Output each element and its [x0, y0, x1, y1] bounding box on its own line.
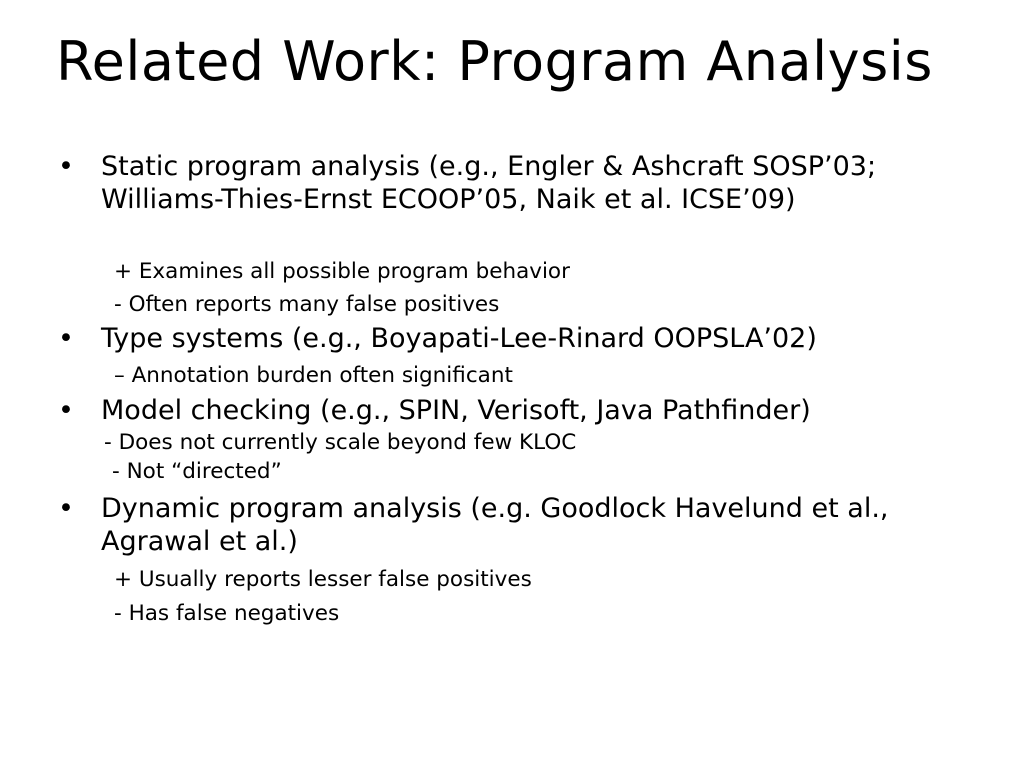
sub-item: + Usually reports lesser false positives — [114, 567, 532, 592]
bullet-text: Type systems (e.g., Boyapati-Lee-Rinard OOPSLA’02) — [101, 323, 817, 354]
bullet-text: Dynamic program analysis (e.g. Goodlock Havelund et al., Agrawal et al.) — [101, 493, 889, 557]
sub-item: + Examines all possible program behavior — [114, 259, 570, 284]
sub-item: - Not “directed” — [112, 459, 282, 484]
sub-item: - Does not currently scale beyond few KLOC — [104, 430, 577, 455]
bullet-text: Model checking (e.g., SPIN, Verisoft, Java Pathfinder) — [101, 395, 811, 426]
bullet-text: Static program analysis (e.g., Engler & Ashcraft SOSP’03; Williams-Thies-Ernst ECOOP’05, Naik et al. ICSE’09) — [101, 151, 877, 215]
bullet-marker: • — [58, 323, 74, 354]
bullet-marker: • — [58, 395, 74, 426]
bullet-marker: • — [58, 493, 74, 524]
sub-item: - Often reports many false positives — [114, 292, 500, 317]
sub-item: – Annotation burden often significant — [114, 363, 513, 388]
slide-title: Related Work: Program Analysis — [56, 30, 933, 93]
sub-item: - Has false negatives — [114, 601, 340, 626]
bullet-marker: • — [58, 151, 74, 182]
